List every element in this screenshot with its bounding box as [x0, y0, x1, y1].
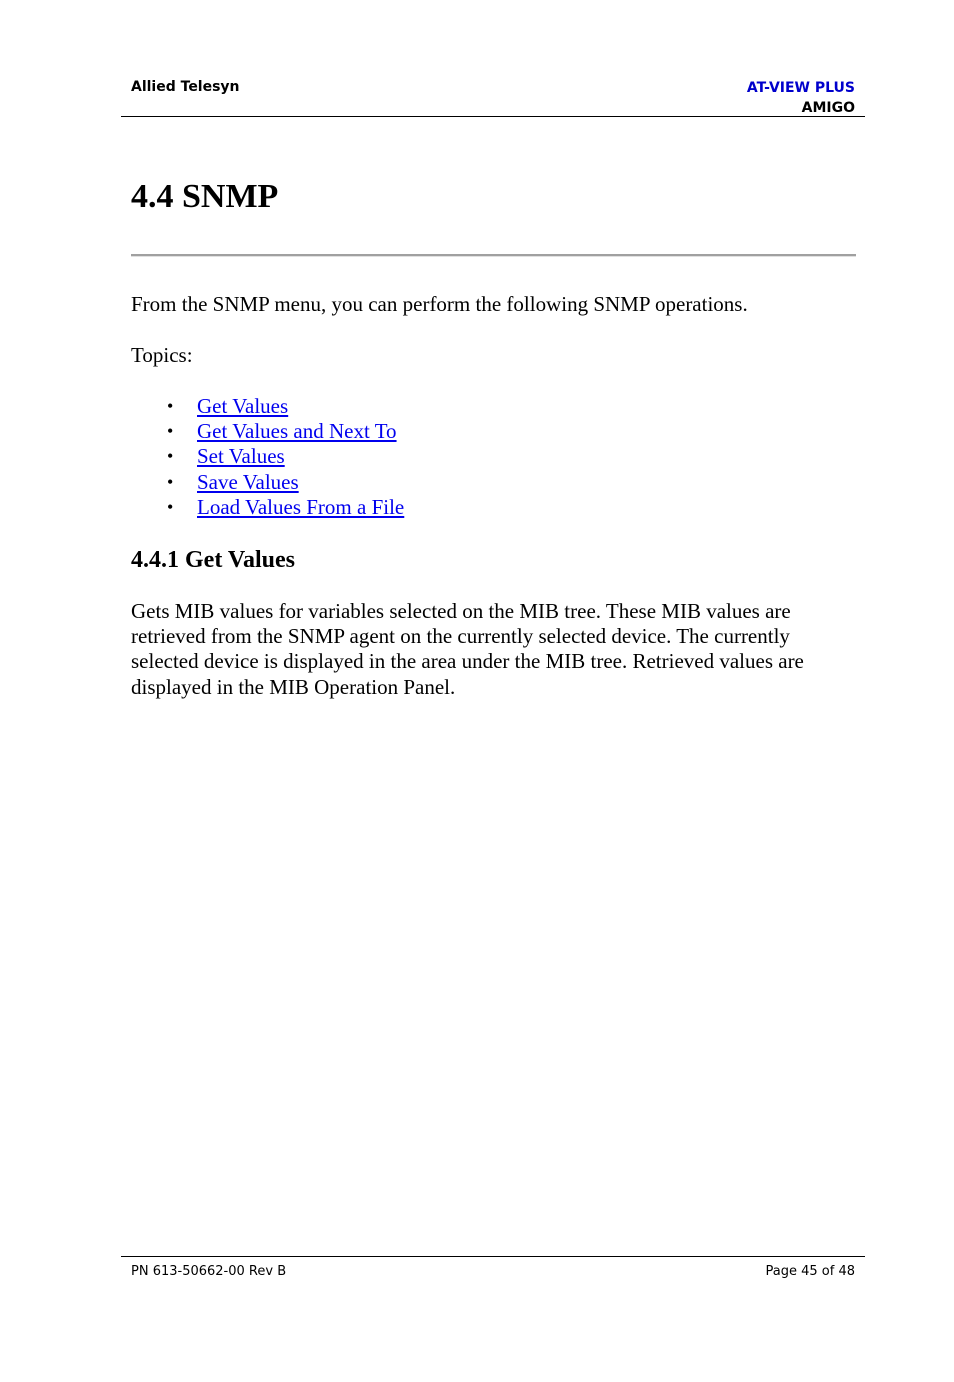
topic-link-load-values[interactable]: Load Values From a File [197, 494, 405, 519]
subsection-body: Gets MIB values for variables selected on the MIB tree. These MIB values are retrieved from the SNMP agent on the currently selected device. The currently selected device is displayed in the area under the MIB tree. Retrieved values are displayed in the MIB Operation Panel. [131, 599, 804, 699]
company-name: Allied Telesyn [131, 79, 240, 95]
topic-link-get-values[interactable]: Get Values [197, 394, 289, 418]
product-name [747, 78, 855, 118]
page-number: Page 45 of 48 [765, 1264, 855, 1279]
bullet-icon: • [167, 471, 174, 492]
list-item [131, 444, 404, 469]
section-title: 4.4 SNMP [131, 178, 279, 215]
intro-paragraph: From the SNMP menu, you can perform the following SNMP operations. [131, 292, 748, 316]
page-footer [121, 1256, 865, 1297]
topic-link-set-values[interactable]: Set Values [197, 444, 285, 469]
topic-link-get-values-next-to[interactable]: Get Values and Next To [197, 419, 397, 444]
subsection-title: 4.4.1 Get Values [131, 547, 296, 573]
bullet-icon: • [167, 446, 174, 467]
bullet-icon: • [167, 496, 174, 517]
product-line-1: AT-VIEW PLUS [746, 80, 855, 96]
topics-list [131, 394, 404, 520]
page-header [121, 0, 865, 117]
title-divider [131, 254, 856, 257]
bullet-icon: • [167, 421, 174, 442]
list-item [131, 495, 404, 520]
product-line-2: AMIGO [801, 100, 855, 116]
topics-label: Topics: [131, 343, 193, 367]
list-item [131, 419, 404, 444]
list-item [131, 394, 404, 419]
topic-link-save-values[interactable]: Save Values [197, 469, 299, 494]
bullet-icon: • [167, 396, 174, 416]
part-number: PN 613-50662-00 Rev B [131, 1264, 287, 1279]
list-item [131, 470, 404, 495]
